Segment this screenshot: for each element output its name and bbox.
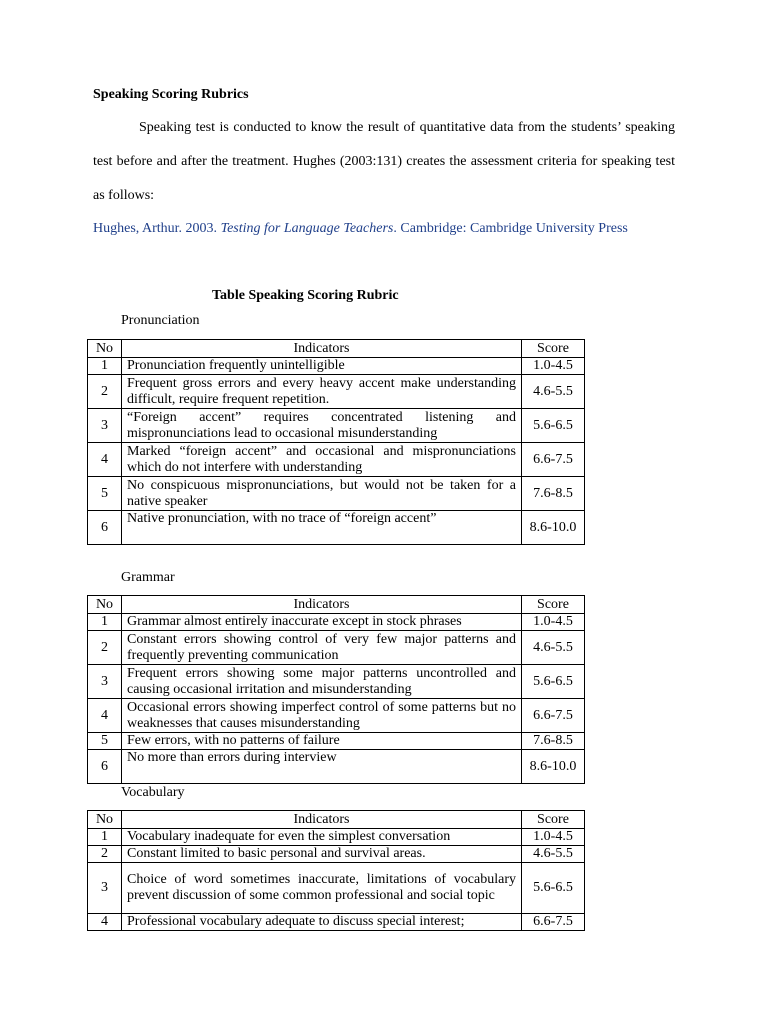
row-no: 4 xyxy=(88,914,122,931)
row-indicator: Marked “foreign accent” and occasional and mispronunciations which do not interfere with understanding xyxy=(122,443,522,477)
row-score: 5.6-6.5 xyxy=(522,409,585,443)
row-indicator: No more than errors during interview xyxy=(122,750,522,784)
table-row xyxy=(88,665,585,699)
row-no: 5 xyxy=(88,733,122,750)
row-no: 6 xyxy=(88,511,122,545)
table-row xyxy=(88,477,585,511)
column-header-no: No xyxy=(88,811,122,829)
table-row xyxy=(88,443,585,477)
column-header-no: No xyxy=(88,340,122,358)
row-no: 3 xyxy=(88,665,122,699)
row-score: 4.6-5.5 xyxy=(522,846,585,863)
intro-paragraph-text: Speaking test is conducted to know the result of quantitative data from the students’ speaking test before and after the treatment. Hughes (2003:131) creates the assessment criteria for speaking test as follows: xyxy=(93,120,675,203)
row-score: 4.6-5.5 xyxy=(522,631,585,665)
table-row xyxy=(88,614,585,631)
table-header-row xyxy=(88,811,585,829)
table-header-row xyxy=(88,340,585,358)
table-row xyxy=(88,846,585,863)
grammar-table xyxy=(87,595,585,784)
row-no: 4 xyxy=(88,443,122,477)
row-indicator: Grammar almost entirely inaccurate except in stock phrases xyxy=(122,614,522,631)
table-row xyxy=(88,699,585,733)
section-label-vocabulary: Vocabulary xyxy=(121,785,185,800)
section-label-pronunciation: Pronunciation xyxy=(121,313,200,328)
row-indicator: Vocabulary inadequate for even the simplest conversation xyxy=(122,829,522,846)
row-score: 7.6-8.5 xyxy=(522,733,585,750)
row-score: 6.6-7.5 xyxy=(522,443,585,477)
page-heading: Speaking Scoring Rubrics xyxy=(93,87,249,102)
column-header-indicators: Indicators xyxy=(122,596,522,614)
row-score: 5.6-6.5 xyxy=(522,665,585,699)
row-indicator: Native pronunciation, with no trace of “foreign accent” xyxy=(122,511,522,545)
row-no: 1 xyxy=(88,358,122,375)
reference-author: Hughes, Arthur. 2003. xyxy=(93,221,218,236)
column-header-score: Score xyxy=(522,596,585,614)
row-indicator: No conspicuous mispronunciations, but would not be taken for a native speaker xyxy=(122,477,522,511)
row-no: 4 xyxy=(88,699,122,733)
row-no: 2 xyxy=(88,846,122,863)
row-score: 8.6-10.0 xyxy=(522,750,585,784)
row-no: 3 xyxy=(88,409,122,443)
reference-title: Testing for Language Teachers xyxy=(220,221,394,236)
table-row xyxy=(88,511,585,545)
table-row xyxy=(88,375,585,409)
table-row xyxy=(88,863,585,914)
table-header-row xyxy=(88,596,585,614)
row-indicator: Choice of word sometimes inaccurate, limitations of vocabulary prevent discussion of some common professional and social topic xyxy=(122,863,522,914)
table-row xyxy=(88,829,585,846)
reference-publisher: . Cambridge: Cambridge University Press xyxy=(393,221,628,236)
row-no: 3 xyxy=(88,863,122,914)
row-no: 5 xyxy=(88,477,122,511)
row-indicator: “Foreign accent” requires concentrated listening and mispronunciations lead to occasional misunderstanding xyxy=(122,409,522,443)
table-row xyxy=(88,750,585,784)
table-title: Table Speaking Scoring Rubric xyxy=(212,288,399,303)
row-no: 2 xyxy=(88,631,122,665)
row-indicator: Occasional errors showing imperfect control of some patterns but no weaknesses that causes misunderstanding xyxy=(122,699,522,733)
row-indicator: Constant errors showing control of very few major patterns and frequently preventing communication xyxy=(122,631,522,665)
row-score: 1.0-4.5 xyxy=(522,829,585,846)
row-score: 5.6-6.5 xyxy=(522,863,585,914)
row-indicator: Frequent errors showing some major patterns uncontrolled and causing occasional irritation and misunderstanding xyxy=(122,665,522,699)
row-score: 8.6-10.0 xyxy=(522,511,585,545)
row-indicator: Professional vocabulary adequate to discuss special interest; xyxy=(122,914,522,931)
column-header-indicators: Indicators xyxy=(122,340,522,358)
row-indicator: Constant limited to basic personal and survival areas. xyxy=(122,846,522,863)
pronunciation-table xyxy=(87,339,585,545)
table-row xyxy=(88,914,585,931)
section-label-grammar: Grammar xyxy=(121,570,175,585)
row-score: 6.6-7.5 xyxy=(522,699,585,733)
table-row xyxy=(88,358,585,375)
column-header-score: Score xyxy=(522,340,585,358)
row-indicator: Pronunciation frequently unintelligible xyxy=(122,358,522,375)
row-indicator: Frequent gross errors and every heavy accent make understanding difficult, require frequent repetition. xyxy=(122,375,522,409)
row-no: 2 xyxy=(88,375,122,409)
column-header-score: Score xyxy=(522,811,585,829)
table-row xyxy=(88,409,585,443)
row-score: 6.6-7.5 xyxy=(522,914,585,931)
column-header-indicators: Indicators xyxy=(122,811,522,829)
row-indicator: Few errors, with no patterns of failure xyxy=(122,733,522,750)
row-no: 6 xyxy=(88,750,122,784)
row-score: 4.6-5.5 xyxy=(522,375,585,409)
row-score: 7.6-8.5 xyxy=(522,477,585,511)
table-row xyxy=(88,733,585,750)
reference-citation xyxy=(93,220,721,238)
row-score: 1.0-4.5 xyxy=(522,358,585,375)
intro-paragraph xyxy=(93,111,675,213)
table-row xyxy=(88,631,585,665)
row-score: 1.0-4.5 xyxy=(522,614,585,631)
column-header-no: No xyxy=(88,596,122,614)
row-no: 1 xyxy=(88,614,122,631)
vocabulary-table xyxy=(87,810,585,931)
row-no: 1 xyxy=(88,829,122,846)
